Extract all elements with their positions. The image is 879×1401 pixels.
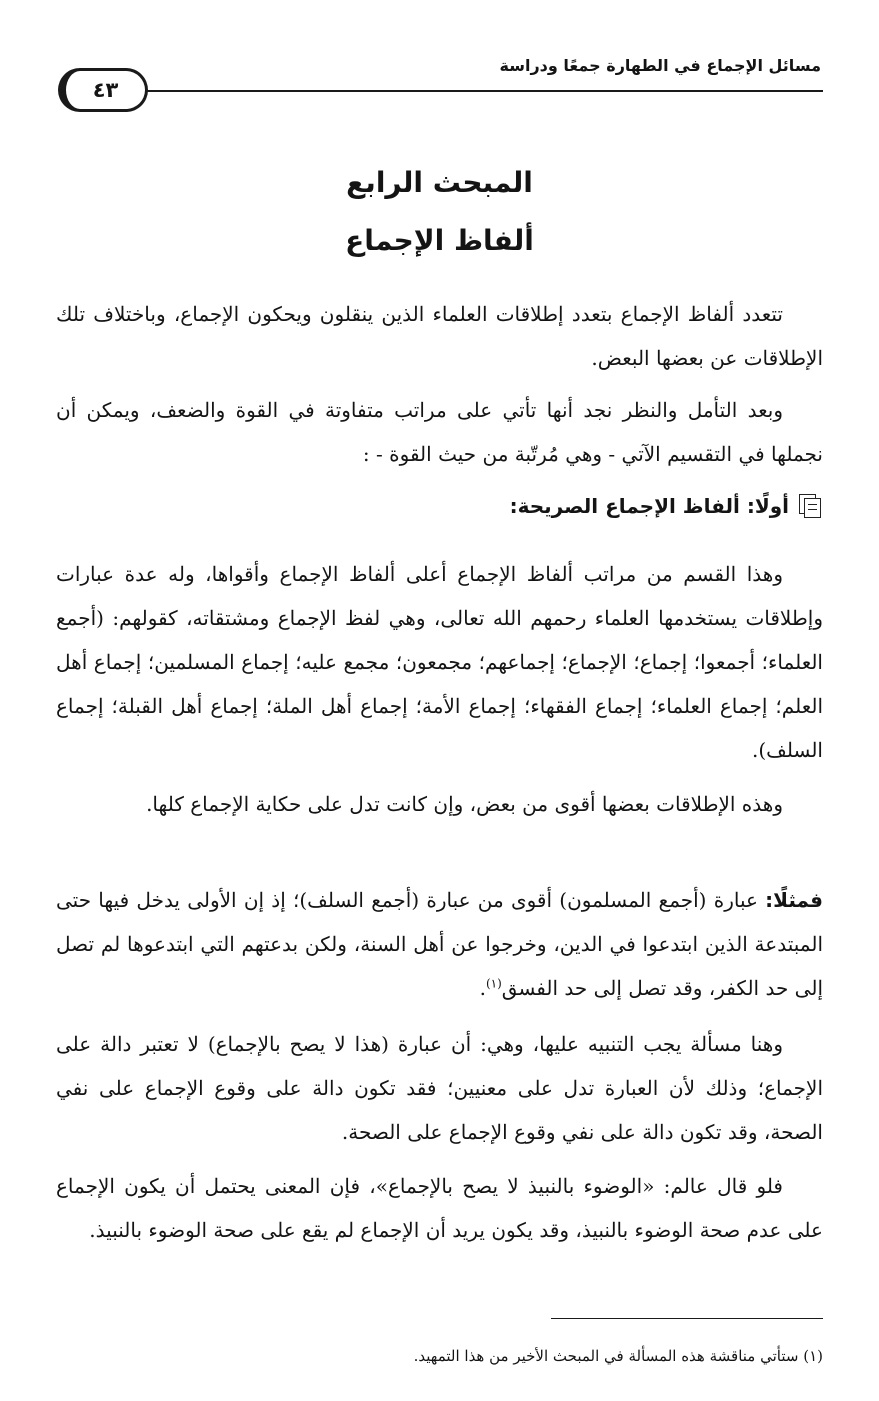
paragraph-caveat: وهنا مسألة يجب التنبيه عليها، وهي: أن عبارة (هذا لا يصح بالإجماع) لا تعتبر دالة على الإجماع؛ وذلك لأن العبارة تدل على معنيين؛ فقد تكون دالة على وقوع الإجماع على نفي الصحة، وقد تكون دالة على نفي وقوع الإجماع على الصحة. (56, 1032, 823, 1144)
subheading-label: أولًا: ألفاظ الإجماع الصريحة: (509, 494, 789, 518)
footnote-reference: (١) (485, 976, 502, 991)
example-text: عبارة (أجمع المسلمون) أقوى من عبارة (أجمع السلف)؛ إذ إن الأولى يدخل فيها حتى المبتدعة الذين ابتدعوا في الدين، وخرجوا عن أهل السنة، ولكن بدعتهم التي ابتدعوها لم تصل إلى حد الكفر، وقد تصل إلى حد الفسق (56, 888, 823, 1000)
example-end: . (479, 976, 486, 1000)
paragraph-relative-strength: وهذه الإطلاقات بعضها أقوى من بعض، وإن كانت تدل على حكاية الإجماع كلها. (146, 792, 783, 816)
running-header: مسائل الإجماع في الطهارة جمعًا ودراسة (499, 56, 821, 75)
paragraph-ranking: وبعد التأمل والنظر نجد أنها تأتي على مراتب متفاوتة في القوة والضعف، ويمكن أن نجملها في التقسيم الآتي - وهي مُرتّبة من حيث القوة - : (56, 398, 823, 466)
paragraph-intro: تتعدد ألفاظ الإجماع بتعدد إطلاقات العلماء الذين ينقلون ويحكون الإجماع، وباختلاف تلك الإطلاقات عن بعضها البعض. (56, 302, 823, 370)
subheading-explicit-terms (510, 494, 823, 518)
paragraph-explicit-terms: وهذا القسم من مراتب ألفاظ الإجماع أعلى ألفاظ الإجماع وأقواها، وله عدة عبارات وإطلاقات يستخدمها العلماء رحمهم الله تعالى، وهي لفظ الإجماع ومشتقاته، كقولهم: (أجمع العلماء؛ أجمعوا؛ إجماع؛ الإجماع؛ إجماعهم؛ مجمعون؛ مجمع عليه؛ إجماع المسلمين؛ إجماع أهل العلم؛ إجماع العلماء؛ إجماع الفقهاء؛ إجماع الأمة؛ إجماع أهل الملة؛ إجماع أهل القبلة؛ إجماع السلف). (56, 562, 823, 762)
paragraph-nabidh-example: فلو قال عالم: «الوضوء بالنبيذ لا يصح بالإجماع»، فإن المعنى يحتمل أن يكون الإجماع على عدم صحة الوضوء بالنبيذ، وقد يكون يريد أن الإجماع لم يقع على صحة الوضوء بالنبيذ. (56, 1174, 823, 1242)
document-stack-icon (799, 494, 823, 518)
section-title: ألفاظ الإجماع (345, 224, 534, 257)
paragraph-example (56, 878, 823, 1010)
chapter-title: المبحث الرابع (346, 166, 533, 199)
page-number-badge (58, 68, 148, 112)
footnote: (١) ستأتي مناقشة هذه المسألة في المبحث الأخير من هذا التمهيد. (413, 1347, 823, 1365)
header-rule (145, 90, 823, 92)
page-number: ٤٣ (92, 78, 119, 102)
example-lead: فمثلًا: (765, 888, 823, 912)
footnote-rule (551, 1318, 823, 1319)
